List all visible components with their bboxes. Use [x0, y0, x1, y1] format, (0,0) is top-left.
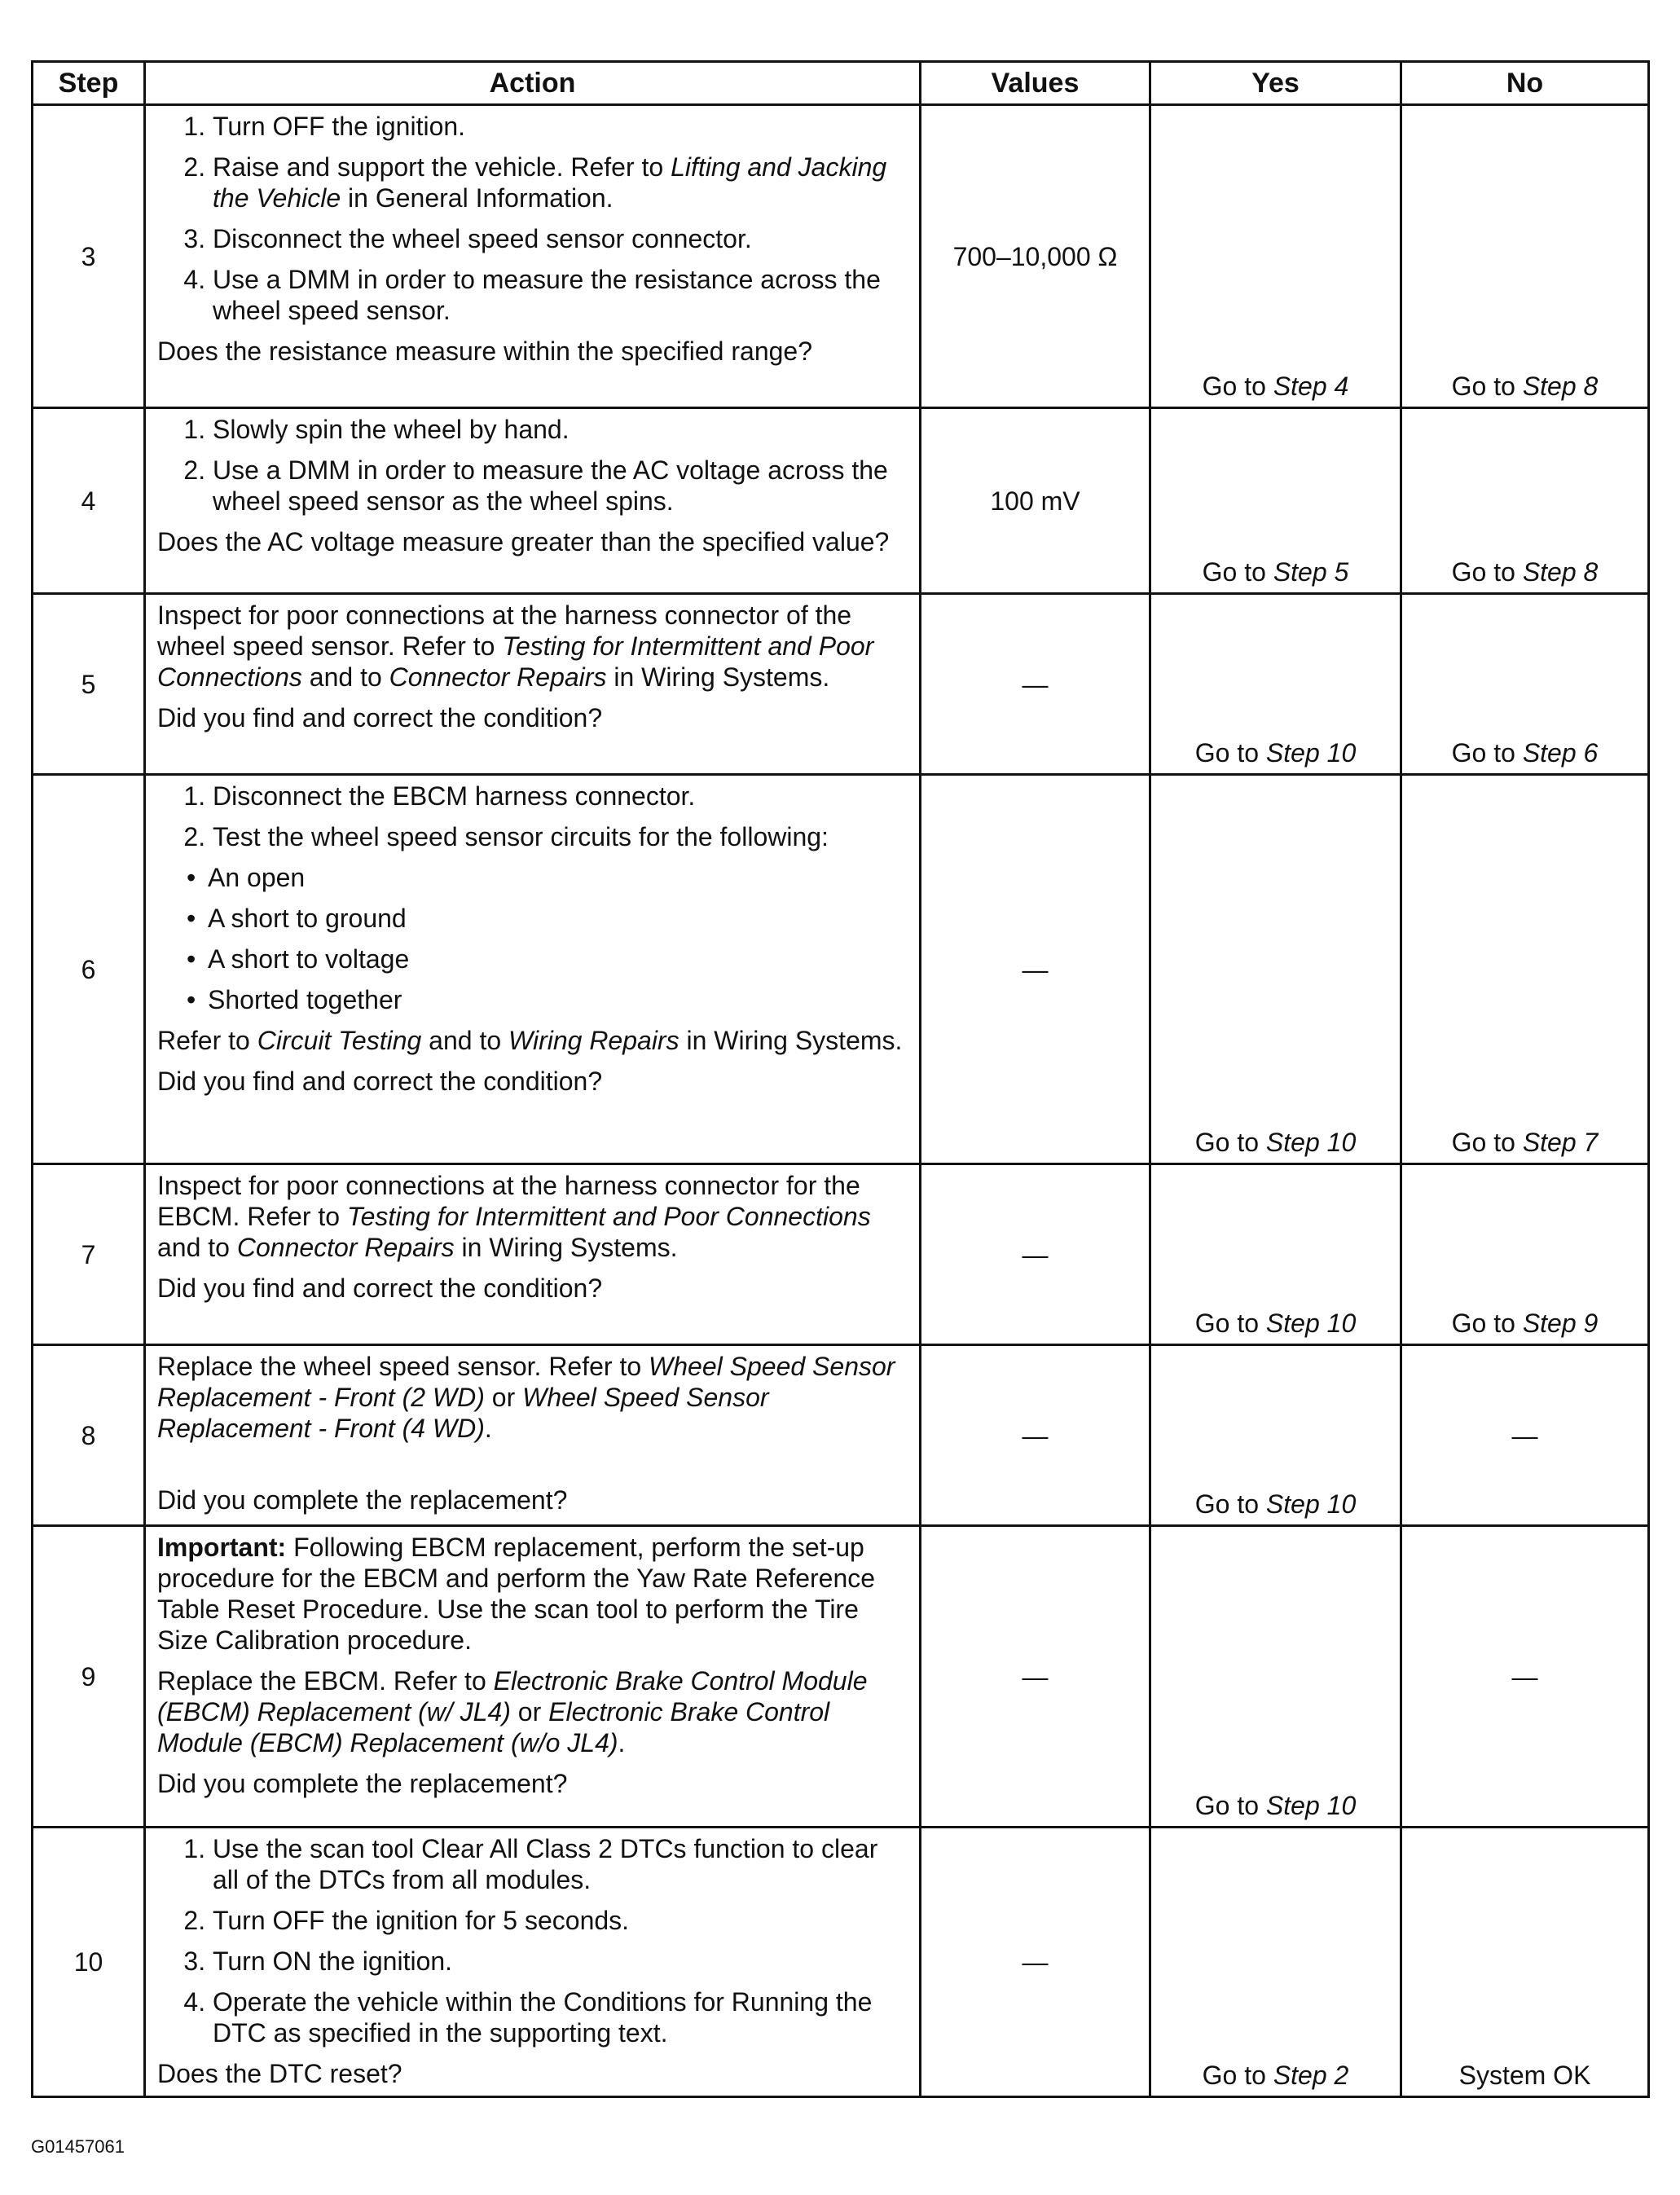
table-row [33, 1164, 1649, 1345]
yes-cell: Go to Step 2 [1150, 1828, 1401, 2097]
question: Does the DTC reset? [157, 2059, 402, 2088]
step-number: 9 [33, 1526, 145, 1828]
yes-cell: Go to Step 10 [1150, 1164, 1401, 1345]
no-cell: Go to Step 8 [1401, 105, 1649, 408]
no-cell: Go to Step 9 [1401, 1164, 1649, 1345]
no-cell: Go to Step 8 [1401, 408, 1649, 594]
yes-step-link: Step 10 [1265, 1489, 1357, 1519]
bullet-item: • An open [208, 862, 911, 893]
yes-cell: Go to Step 5 [1150, 408, 1401, 594]
question: Does the AC voltage measure greater than the specified value? [157, 527, 890, 556]
list-item: 4. Use a DMM in order to measure the resistance across the wheel speed sensor. [213, 264, 911, 326]
no-step-link: Step 7 [1522, 1128, 1599, 1157]
question: Did you complete the replacement? [157, 1485, 568, 1515]
action-cell [145, 1345, 921, 1526]
yes-step-link: Step 5 [1273, 557, 1349, 587]
no-cell: Go to Step 6 [1401, 594, 1649, 775]
no-cell: — [1401, 1526, 1649, 1828]
step-number: 6 [33, 775, 145, 1164]
diagnostic-table [31, 60, 1650, 2098]
table-row [33, 105, 1649, 408]
action-cell [145, 408, 921, 594]
yes-cell: Go to Step 10 [1150, 775, 1401, 1164]
header-step: Step [33, 62, 145, 105]
value-cell: — [921, 775, 1150, 1164]
action-cell [145, 1164, 921, 1345]
step-number: 4 [33, 408, 145, 594]
yes-step-link: Step 10 [1265, 738, 1357, 768]
question: Does the resistance measure within the specified range? [157, 337, 812, 366]
action-cell [145, 105, 921, 408]
question: Did you find and correct the condition? [157, 703, 603, 732]
action-list [157, 111, 911, 326]
value-cell: — [921, 1526, 1150, 1828]
action-cell [145, 1828, 921, 2097]
table-row [33, 775, 1649, 1164]
list-item: 2. Turn OFF the ignition for 5 seconds. [213, 1905, 911, 1936]
step-number: 8 [33, 1345, 145, 1526]
value-cell: 700–10,000 Ω [921, 105, 1150, 408]
yes-cell: Go to Step 10 [1150, 594, 1401, 775]
table-row [33, 1345, 1649, 1526]
list-item: 4. Operate the vehicle within the Conditions for Running the DTC as specified in the supporting text. [213, 1986, 911, 2048]
reference-link: Lifting and Jacking the Vehicle [213, 152, 887, 213]
header-no: No [1401, 62, 1649, 105]
table-row [33, 1828, 1649, 2097]
action-cell [145, 775, 921, 1164]
table-row [33, 408, 1649, 594]
header-values: Values [921, 62, 1150, 105]
instruction-text: Replace the wheel speed sensor. Refer to Wheel Speed Sensor Replacement - Front (2 WD) or Wheel Speed Sensor Replacement - Front (4 WD). [157, 1352, 895, 1443]
list-item: 2. Test the wheel speed sensor circuits for the following: [213, 821, 911, 852]
reference-link: Wheel Speed Sensor Replacement - Front (4 WD) [157, 1383, 769, 1443]
header-yes: Yes [1150, 62, 1401, 105]
step-number: 5 [33, 594, 145, 775]
value-cell: 100 mV [921, 408, 1150, 594]
bullet-list [157, 862, 911, 1015]
diagnostic-table-sheet [31, 60, 1647, 2098]
action-list [157, 414, 911, 517]
reference-link: Wheel Speed Sensor Replacement - Front (2 WD) [157, 1352, 895, 1412]
question: Did you complete the replacement? [157, 1769, 568, 1798]
header-action: Action [145, 62, 921, 105]
yes-step-link: Step 10 [1265, 1309, 1357, 1338]
question: Did you find and correct the condition? [157, 1067, 603, 1096]
no-step-link: Step 6 [1522, 738, 1599, 768]
question: Did you find and correct the condition? [157, 1273, 603, 1303]
list-item: 2. Use a DMM in order to measure the AC voltage across the wheel speed sensor as the wheel spins. [213, 455, 911, 517]
reference-link: Electronic Brake Control Module (EBCM) Replacement (w/ JL4) [157, 1666, 868, 1727]
yes-cell: Go to Step 10 [1150, 1526, 1401, 1828]
list-item: 3. Disconnect the wheel speed sensor connector. [213, 223, 911, 254]
reference-link: Electronic Brake Control Module (EBCM) Replacement (w/o JL4) [157, 1697, 830, 1757]
no-step-link: Step 9 [1522, 1309, 1599, 1338]
yes-step-link: Step 2 [1273, 2061, 1349, 2090]
no-step-link: Step 8 [1522, 557, 1599, 587]
important-label: Important: [157, 1533, 287, 1562]
instruction-text: Inspect for poor connections at the harness connector for the EBCM. Refer to Testing for Intermittent and Poor Connections and to Connector Repairs in Wiring Systems. [157, 1171, 871, 1262]
yes-cell: Go to Step 10 [1150, 1345, 1401, 1526]
reference-link: Connector Repairs [389, 662, 607, 692]
value-cell: — [921, 594, 1150, 775]
reference-link: Testing for Intermittent and Poor Connections [157, 631, 874, 692]
no-cell: System OK [1401, 1828, 1649, 2097]
list-item: 1. Turn OFF the ignition. [213, 111, 911, 142]
figure-id: G01457061 [31, 2136, 125, 2157]
bullet-item: • A short to ground [208, 903, 911, 934]
header-row [33, 62, 1649, 105]
yes-step-link: Step 4 [1273, 372, 1349, 401]
action-cell [145, 1526, 921, 1828]
instruction-text: Replace the EBCM. Refer to Electronic Brake Control Module (EBCM) Replacement (w/ JL4) or Electronic Brake Control Module (EBCM) Replacement (w/o JL4). [157, 1666, 868, 1757]
no-cell: — [1401, 1345, 1649, 1526]
value-cell: — [921, 1828, 1150, 2097]
yes-step-link: Step 10 [1265, 1128, 1357, 1157]
reference-link: Wiring Repairs [508, 1026, 679, 1055]
yes-cell: Go to Step 4 [1150, 105, 1401, 408]
list-item: 1. Slowly spin the wheel by hand. [213, 414, 911, 445]
reference-link: Circuit Testing [257, 1026, 422, 1055]
step-number: 10 [33, 1828, 145, 2097]
action-cell [145, 594, 921, 775]
important-note: Important: Following EBCM replacement, perform the set-up procedure for the EBCM and perform the Yaw Rate Reference Table Reset Procedure. Use the scan tool to perform the Tire Size Calibration procedure. [157, 1533, 876, 1655]
instruction-text: Refer to Circuit Testing and to Wiring Repairs in Wiring Systems. [157, 1026, 903, 1055]
list-item: 2. Raise and support the vehicle. Refer to Lifting and Jacking the Vehicle in General Information. [213, 152, 911, 213]
instruction-text: Inspect for poor connections at the harness connector of the wheel speed sensor. Refer to Testing for Intermittent and Poor Connections and to Connector Repairs in Wiring Systems. [157, 600, 874, 692]
table-row [33, 1526, 1649, 1828]
action-list [157, 1833, 911, 2048]
bullet-item: • Shorted together [208, 984, 911, 1015]
value-cell: — [921, 1345, 1150, 1526]
no-step-link: Step 8 [1522, 372, 1599, 401]
reference-link: Testing for Intermittent and Poor Connections [346, 1202, 871, 1231]
reference-link: Connector Repairs [236, 1233, 455, 1262]
bullet-item: • A short to voltage [208, 944, 911, 974]
list-item: 1. Disconnect the EBCM harness connector. [213, 781, 911, 812]
table-row [33, 594, 1649, 775]
list-item: 1. Use the scan tool Clear All Class 2 DTCs function to clear all of the DTCs from all modules. [213, 1833, 911, 1895]
list-item: 3. Turn ON the ignition. [213, 1946, 911, 1977]
action-list [157, 781, 911, 852]
step-number: 3 [33, 105, 145, 408]
no-cell: Go to Step 7 [1401, 775, 1649, 1164]
step-number: 7 [33, 1164, 145, 1345]
yes-step-link: Step 10 [1265, 1791, 1357, 1820]
value-cell: — [921, 1164, 1150, 1345]
